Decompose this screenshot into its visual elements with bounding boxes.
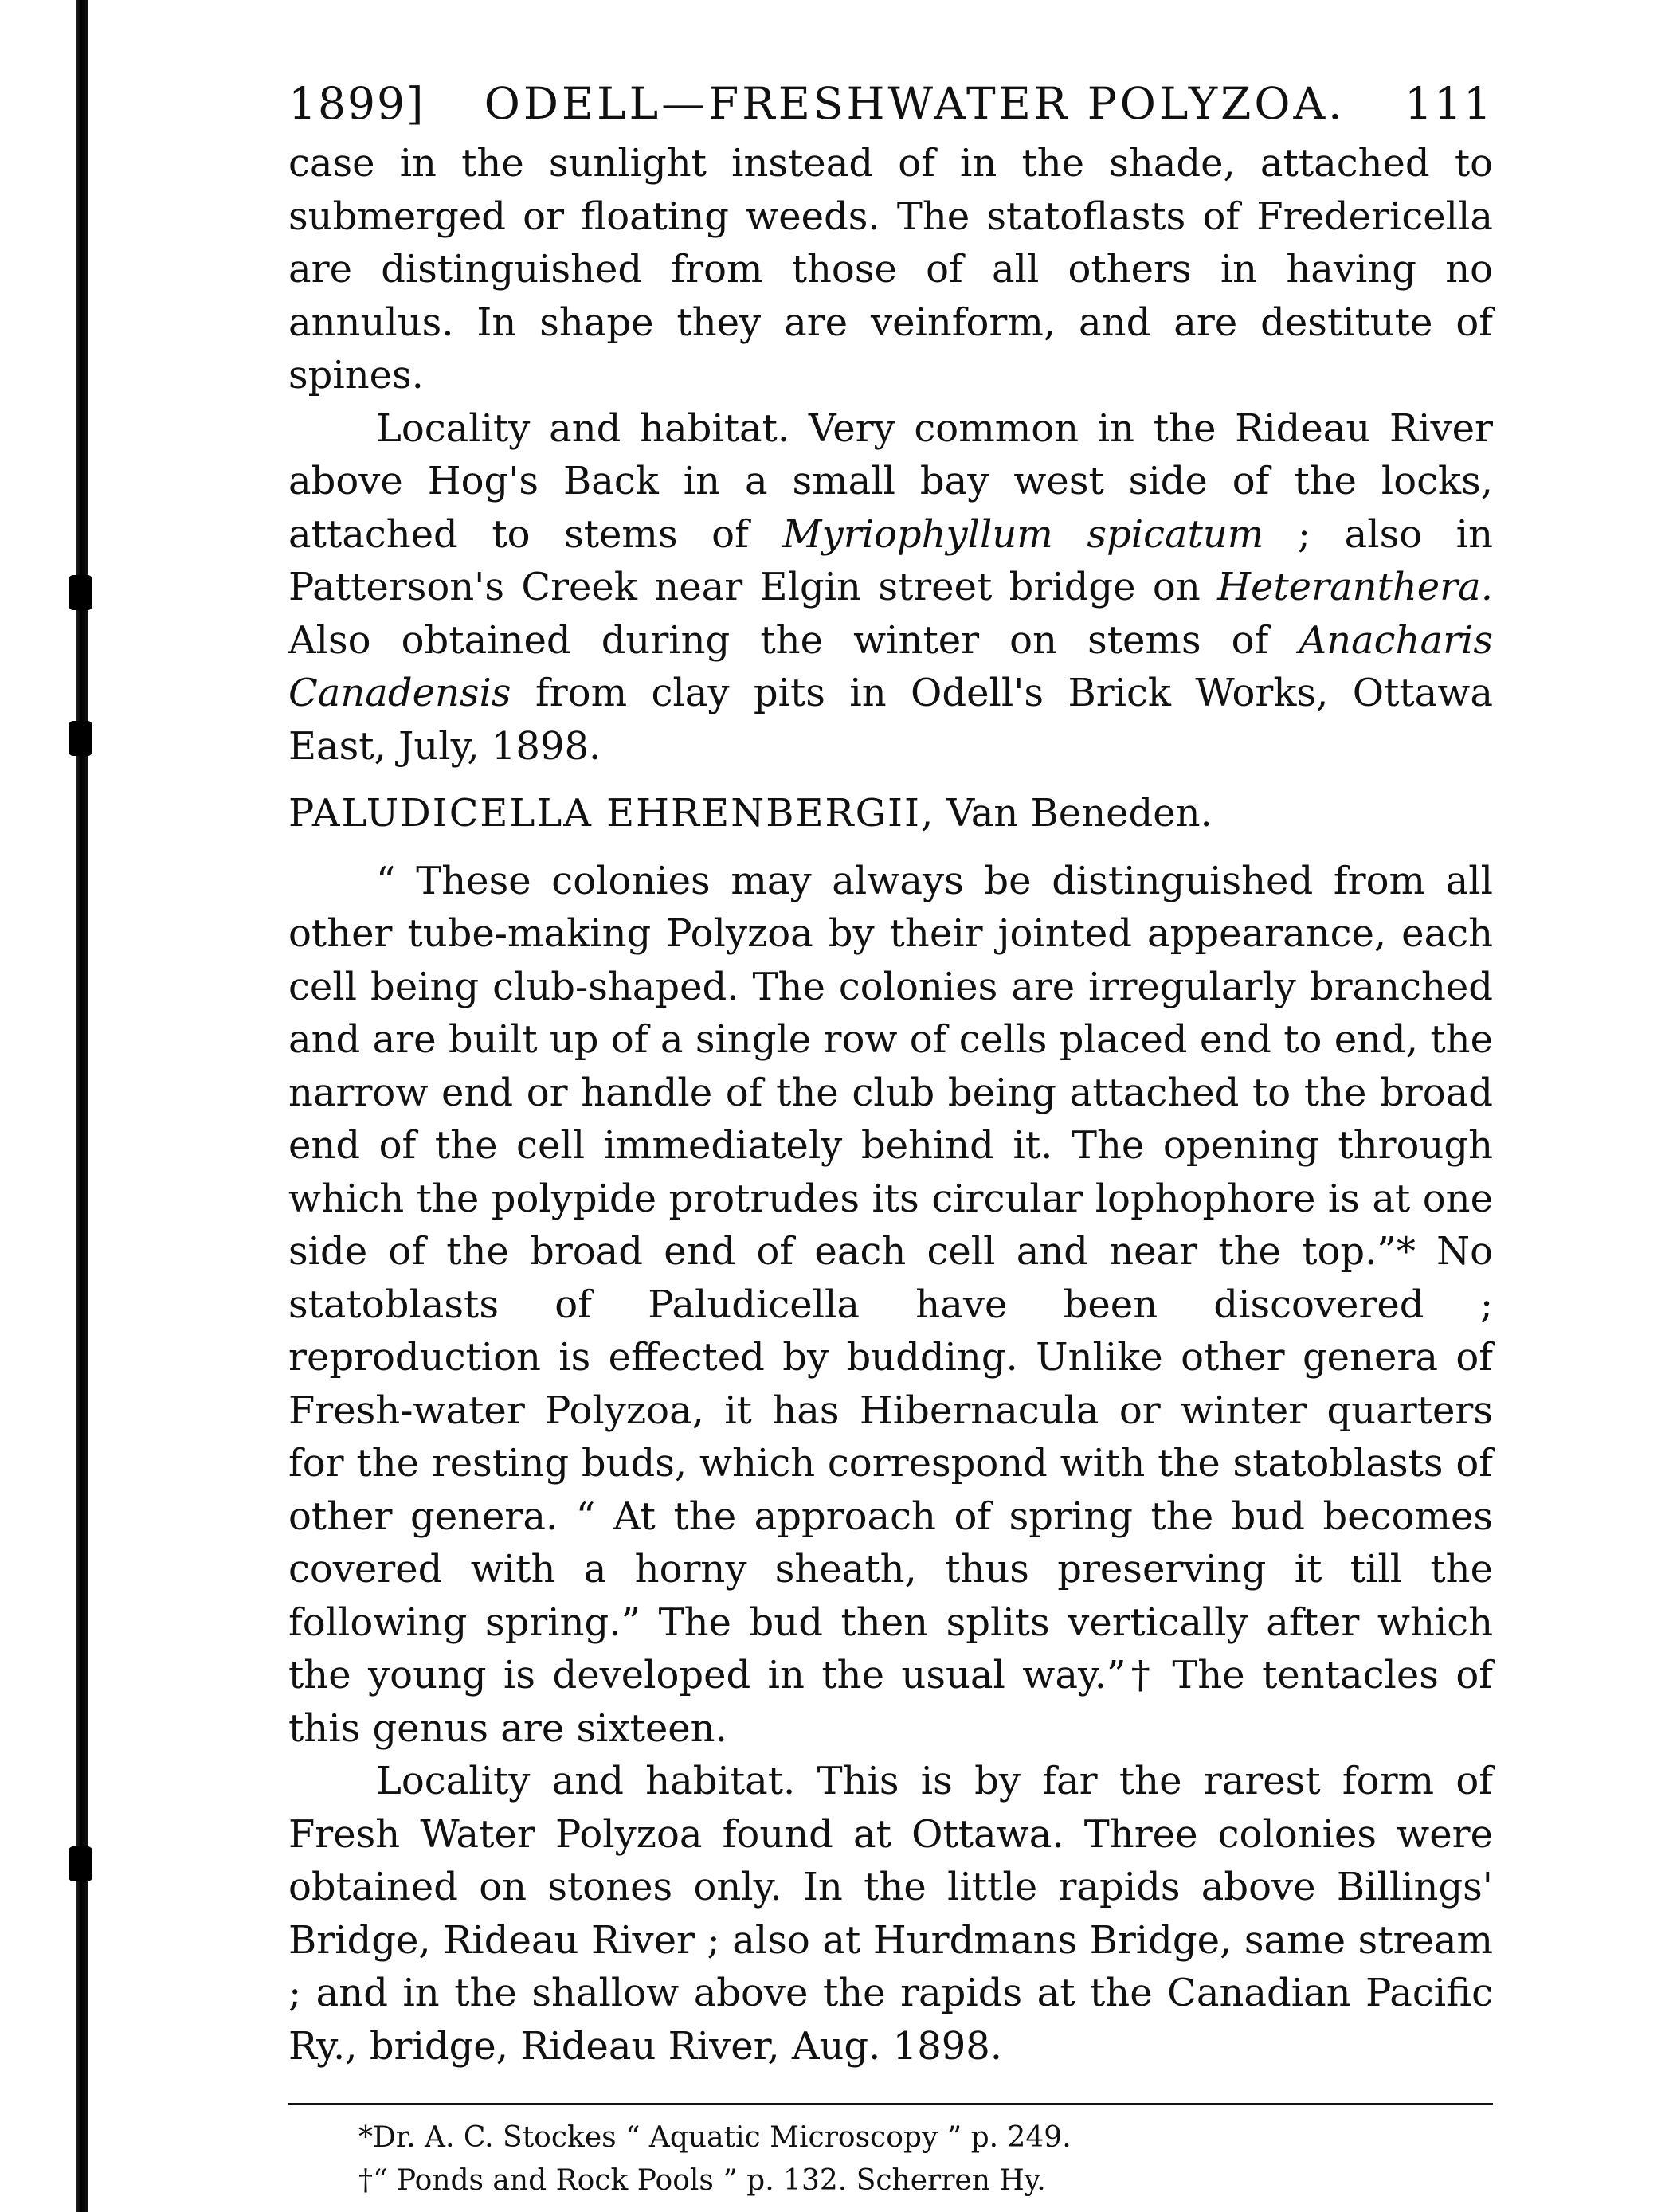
taxon-heteranthera: Heteranthera. [1217,565,1493,609]
binding-mark [69,721,92,756]
species-name: PALUDICELLA EHRENBERGII, [288,791,935,836]
taxon-anacharis: Anacharis Canadensis [288,617,1493,715]
paragraph-paludicella-description: “ These colonies may always be distinguished from all other tube-making Polyzoa by their jointed appearance, each cell being club-shaped. The colonies are irregularly branched and are built up of a single row of cells placed end to end, the narrow end or handle of the club being attached to the broad end of the cell immediately behind it. The opening through which the polypide protrudes its circular lophophore is at one side of the broad end of each cell and near the top.”* No statoblasts of Paludicella have been discovered ; reproduction is effected by budding. Unlike other genera of Fresh-water Polyzoa, it has Hibernacula or winter quarters for the resting buds, which correspond with the statoblasts of other genera. “ At the approach of spring the bud becomes covered with a horny sheath, thus preserving it till the following spring.” The bud then splits vertically after which the young is developed in the usual way.”† The tentacles of this genus are sixteen. [288,858,1493,1751]
species-heading [288,787,1493,840]
header-title: ODELL—FRESHWATER POLYZOA. [484,78,1346,129]
paragraph-fredericella-locality [288,402,1493,773]
paragraph-paludicella-locality: Locality and habitat. This is by far the rarest form of Fresh Water Polyzoa found at Ottawa. Three colonies were obtained on stones only. In the little rapids above Billings' Bridge, Rideau River ; also at Hurdmans Bridge, same stream ; and in the shallow above the rapids at the Canadian Pacific Ry., bridge, Rideau River, Aug. 1898. [288,1759,1493,2069]
text-run: Locality and habitat. Very common in the Rideau River above Hog's Back in a small bay west side of the locks, attached to stems of [288,405,1493,557]
paragraph-fredericella-description: case in the sunlight instead of in the shade, attached to submerged or floating weeds. The statoflasts of Fredericella are distinguished from those of all others in having no annulus. In shape they are veinform, and are destitute of spines. [288,141,1493,397]
running-header [288,78,1493,129]
binding-mark [69,575,92,610]
footnote-1: *Dr. A. C. Stockes “ Aquatic Microscopy ” p. 249. [358,2121,1072,2154]
text-run: Also obtained during the winter on stems of [288,617,1299,663]
text-run: from clay pits in Odell's Brick Works, Ottawa East, July, 1898. [288,671,1493,769]
document-page [288,78,1493,2202]
footnote-divider [288,2103,1493,2105]
header-year: 1899] [288,78,425,129]
text-run: ; also in Patterson's Creek near Elgin street bridge on [288,511,1493,609]
page-number: 111 [1405,78,1493,129]
footnote-2: †“ Ponds and Rock Pools ” p. 132. Scherren Hy. [358,2164,1046,2197]
taxon-myriophyllum: Myriophyllum spicatum [782,511,1264,557]
binding-mark [69,1846,92,1881]
species-author: Van Beneden. [934,791,1213,836]
